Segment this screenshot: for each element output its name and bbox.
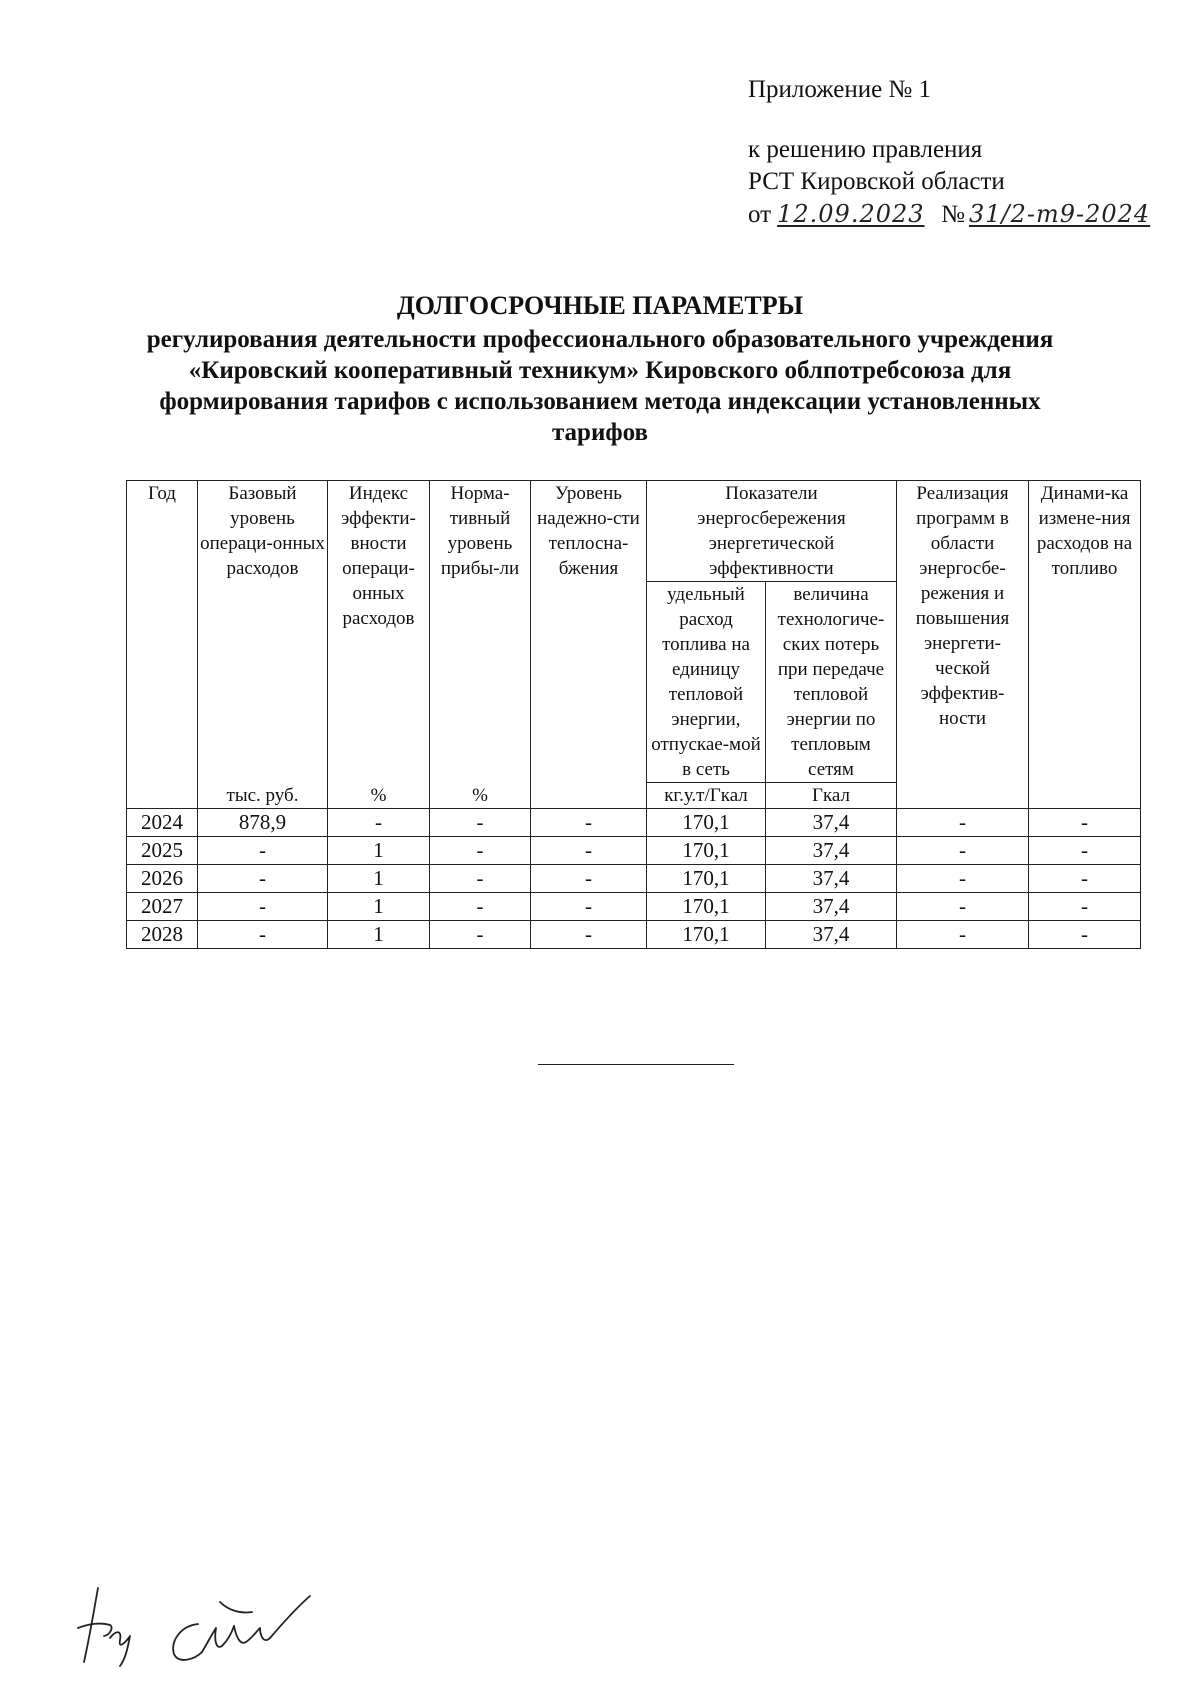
date-prefix: от — [748, 201, 772, 228]
cell-dynamics: - — [1029, 893, 1141, 921]
closing-divider — [538, 1064, 734, 1065]
number-prefix: № — [941, 201, 965, 228]
appendix-line-2: РСТ Кировской области — [748, 168, 1005, 195]
cell-fuel: 170,1 — [647, 837, 766, 865]
cell-base: 878,9 — [198, 809, 328, 837]
cell-norm: - — [430, 865, 531, 893]
signature-image — [70, 1580, 370, 1670]
parameters-table — [126, 480, 1141, 949]
cell-index: 1 — [328, 921, 430, 949]
header-base-costs: Базовый уровень операци-онных расходов — [198, 481, 328, 783]
cell-year: 2027 — [127, 893, 198, 921]
header-programs: Реализация программ в области энергосбе-режения и повышения энергети-ческой эффектив-ности — [897, 481, 1029, 809]
cell-fuel: 170,1 — [647, 809, 766, 837]
table-row — [127, 893, 1141, 921]
header-reliability: Уровень надежно-сти теплосна-бжения — [531, 481, 647, 809]
cell-base: - — [198, 865, 328, 893]
cell-reliability: - — [531, 893, 647, 921]
cell-losses: 37,4 — [766, 921, 897, 949]
cell-dynamics: - — [1029, 809, 1141, 837]
cell-index: 1 — [328, 865, 430, 893]
cell-fuel: 170,1 — [647, 921, 766, 949]
cell-programs: - — [897, 893, 1029, 921]
cell-year: 2026 — [127, 865, 198, 893]
unit-norm: % — [430, 783, 531, 809]
header-normative-profit: Норма-тивный уровень прибы-ли — [430, 481, 531, 783]
cell-dynamics: - — [1029, 921, 1141, 949]
document-title-main: ДОЛГОСРОЧНЫЕ ПАРАМЕТРЫ — [396, 291, 804, 320]
appendix-title: Приложение № 1 — [748, 76, 932, 103]
cell-losses: 37,4 — [766, 809, 897, 837]
header-heat-losses: величина технологиче-ских потерь при передаче тепловой энергии по тепловым сетям — [766, 582, 897, 783]
cell-programs: - — [897, 921, 1029, 949]
handwritten-number: 31/2-т9-2024 — [968, 200, 1151, 228]
cell-dynamics: - — [1029, 865, 1141, 893]
header-efficiency-index: Индекс эффекти-вности операци-онных расходов — [328, 481, 430, 783]
document-title — [120, 290, 1080, 448]
cell-year: 2025 — [127, 837, 198, 865]
cell-base: - — [198, 921, 328, 949]
cell-norm: - — [430, 893, 531, 921]
cell-reliability: - — [531, 865, 647, 893]
cell-losses: 37,4 — [766, 837, 897, 865]
cell-index: 1 — [328, 893, 430, 921]
cell-reliability: - — [531, 837, 647, 865]
cell-base: - — [198, 893, 328, 921]
table-row — [127, 865, 1141, 893]
cell-fuel: 170,1 — [647, 893, 766, 921]
cell-losses: 37,4 — [766, 893, 897, 921]
cell-index: 1 — [328, 837, 430, 865]
cell-losses: 37,4 — [766, 865, 897, 893]
cell-programs: - — [897, 809, 1029, 837]
cell-index: - — [328, 809, 430, 837]
cell-norm: - — [430, 921, 531, 949]
unit-fuel: кг.у.т/Гкал — [647, 783, 766, 809]
header-energy-group: Показатели энергосбережения энергетической эффективности — [647, 481, 897, 582]
header-fuel-dynamics: Динами-ка измене-ния расходов на топливо — [1029, 481, 1141, 809]
cell-reliability: - — [531, 921, 647, 949]
cell-norm: - — [430, 837, 531, 865]
cell-norm: - — [430, 809, 531, 837]
handwritten-date: 12.09.2023 — [777, 200, 925, 228]
cell-fuel: 170,1 — [647, 865, 766, 893]
appendix-line-1: к решению правления — [748, 136, 983, 163]
cell-programs: - — [897, 837, 1029, 865]
cell-year: 2028 — [127, 921, 198, 949]
appendix-block — [748, 74, 1173, 231]
document-title-sub: регулирования деятельности профессионального образовательного учреждения «Кировский кооперативный техникум» Кировского облпотребсоюза для формирования тарифов с использованием метода индексации установленных тарифов — [146, 326, 1054, 446]
cell-dynamics: - — [1029, 837, 1141, 865]
header-fuel-consumption: удельный расход топлива на единицу тепловой энергии, отпускае-мой в сеть — [647, 582, 766, 783]
table-row — [127, 921, 1141, 949]
cell-base: - — [198, 837, 328, 865]
unit-year-empty — [127, 783, 198, 809]
unit-base: тыс. руб. — [198, 783, 328, 809]
table-row — [127, 809, 1141, 837]
appendix-date-number-line — [748, 198, 1173, 231]
cell-programs: - — [897, 865, 1029, 893]
cell-year: 2024 — [127, 809, 198, 837]
table-row — [127, 837, 1141, 865]
header-year: Год — [127, 481, 198, 783]
cell-reliability: - — [531, 809, 647, 837]
unit-losses: Гкал — [766, 783, 897, 809]
unit-index: % — [328, 783, 430, 809]
